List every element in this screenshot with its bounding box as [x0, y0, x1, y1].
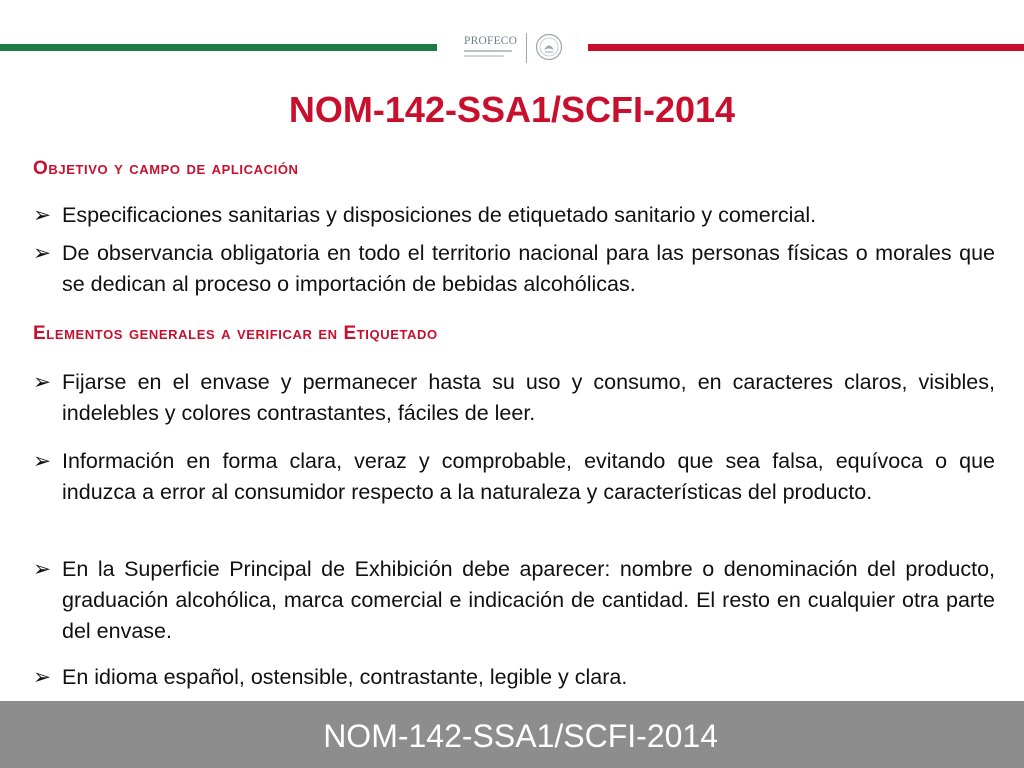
section-heading-objetivo: Objetivo y campo de aplicación — [33, 158, 299, 179]
page-title: NOM-142-SSA1/SCFI-2014 — [288, 89, 736, 130]
list-item — [33, 662, 995, 693]
list-item — [33, 554, 995, 647]
arrow-bullet-icon: ➢ — [33, 203, 52, 227]
bullet-text: Especificaciones sanitarias y disposiciones de etiquetado sanitario y comercial. — [62, 203, 817, 227]
bullet-text: Información en forma clara, veraz y comprobable, evitando que sea falsa, equívoca o que induzca a error al consumidor respecto a la naturaleza y características del producto. — [62, 449, 995, 504]
header-green-bar — [0, 44, 437, 51]
header-red-bar — [588, 44, 1024, 51]
arrow-bullet-icon: ➢ — [33, 449, 52, 473]
bullet-text: En la Superficie Principal de Exhibición debe aparecer: nombre o denominación del producto, graduación alcohólica, marca comercial e indicación de cantidad. El resto en cualquier otra parte del envase. — [62, 557, 995, 643]
footer-title: NOM-142-SSA1/SCFI-2014 — [323, 718, 718, 754]
bullet-text: Fijarse en el envase y permanecer hasta su uso y consumo, en caracteres claros, visibles, indelebles y colores contrastantes, fáciles de leer. — [62, 370, 995, 425]
section-heading-elementos: Elementos generales a verificar en Etiquetado — [33, 323, 438, 344]
logo-text: PROFECO — [464, 35, 518, 47]
national-seal-icon — [535, 33, 563, 61]
bullet-text: En idioma español, ostensible, contrastante, legible y clara. — [62, 665, 628, 689]
arrow-bullet-icon: ➢ — [33, 557, 52, 581]
logo-subline-2 — [464, 55, 504, 57]
footer-bar — [0, 701, 1024, 768]
list-item — [33, 446, 995, 508]
logo-subline — [464, 50, 512, 52]
list-item — [33, 200, 995, 231]
list-item — [33, 238, 995, 300]
arrow-bullet-icon: ➢ — [33, 665, 52, 689]
logo-divider — [526, 33, 527, 63]
arrow-bullet-icon: ➢ — [33, 370, 52, 394]
list-item — [33, 367, 995, 429]
profeco-logo — [458, 28, 574, 70]
arrow-bullet-icon: ➢ — [33, 241, 52, 265]
bullet-text: De observancia obligatoria en todo el territorio nacional para las personas físicas o morales que se dedican al proceso o importación de bebidas alcohólicas. — [62, 241, 995, 296]
